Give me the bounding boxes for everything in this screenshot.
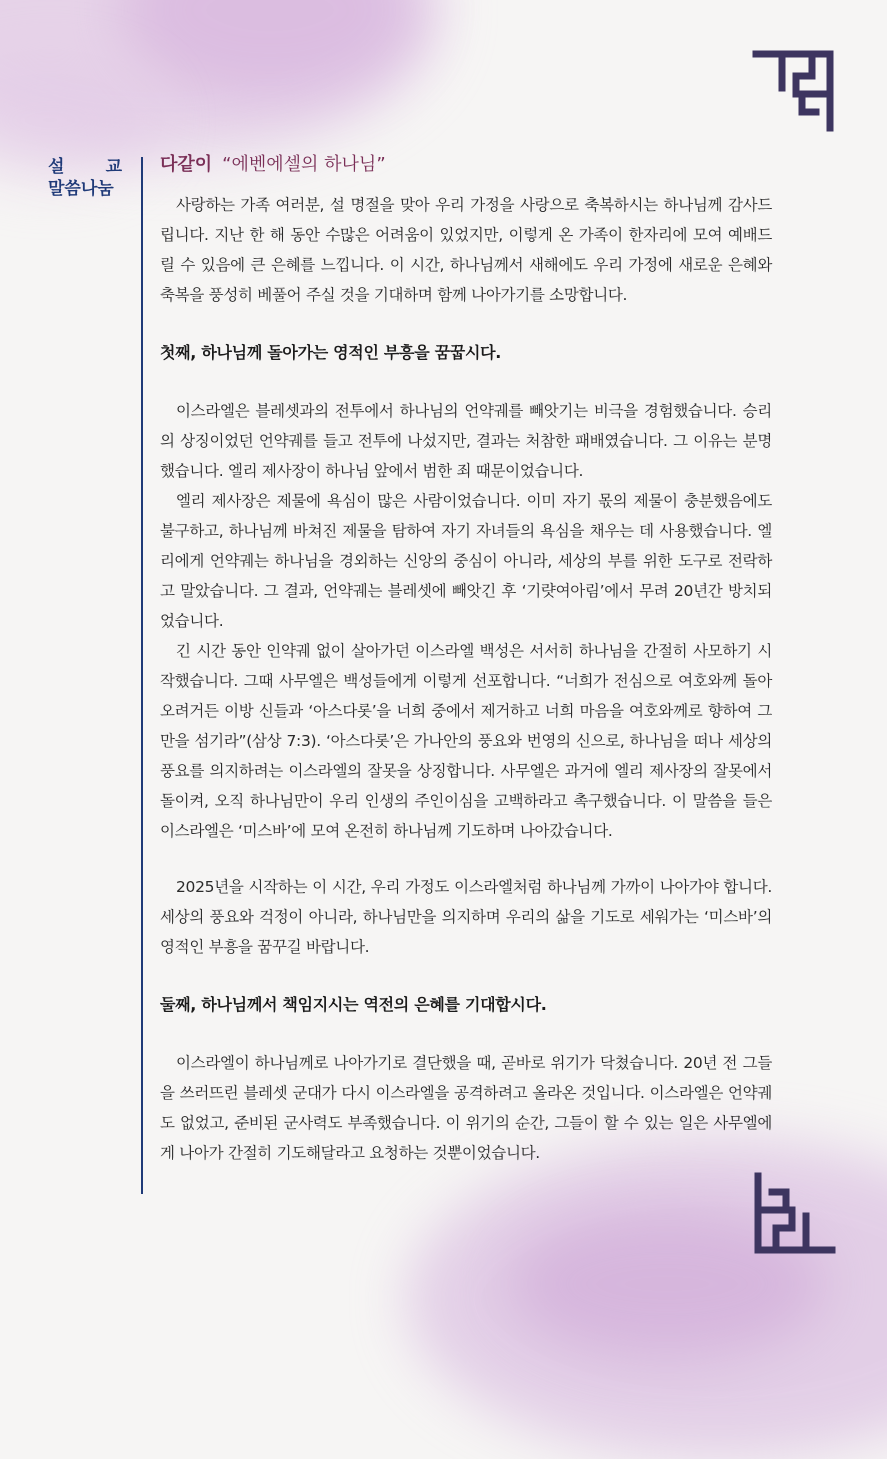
section-heading: 둘째, 하나님께서 책임지시는 역전의 은혜를 기대합시다. xyxy=(160,995,547,1014)
sermon-title xyxy=(160,152,386,178)
fret-ornament-icon xyxy=(752,48,836,134)
body-paragraph: 엘리 제사장은 제물에 욕심이 많은 사람이었습니다. 이미 자기 몫의 제물이 충분했음에도 불구하고, 하나님께 바쳐진 제물을 탐하여 자기 자녀들의 욕심을 채우는 데 사용했습니다. 엘리에게 언약궤는 하나님을 경외하는 신앙의 중심이 아니라, 세상의 부를 위한 도구로 전락하고 말았습니다. 그 결과, 언약궤는 블레셋에 빼앗긴 후 ‘기럇여아림’에서 무려 20년간 방치되었습니다. xyxy=(160,492,772,630)
section-label xyxy=(48,156,122,200)
title-main: “에벤에셀의 하나님” xyxy=(222,154,386,175)
section-heading: 첫째, 하나님께 돌아가는 영적인 부흥을 꿈꿉시다. xyxy=(160,343,502,362)
body-paragraph: 이스라엘이 하나님께로 나아가기로 결단했을 때, 곧바로 위기가 닥쳤습니다. 20년 전 그들을 쓰러뜨린 블레셋 군대가 다시 이스라엘을 공격하려고 올라온 것입니다. 이스라엘은 언약궤도 없었고, 준비된 군사력도 부족했습니다. 이 위기의 순간, 그들이 할 수 있는 일은 사무엘에게 나아가 간절히 기도해달라고 요청하는 것뿐이었습니다. xyxy=(160,1054,772,1162)
vertical-divider xyxy=(141,157,143,1194)
label-subtitle: 말씀나눔 xyxy=(48,179,114,199)
body-paragraph: 긴 시간 동안 인약궤 없이 살아가던 이스라엘 백성은 서서히 하나님을 간절히 사모하기 시작했습니다. 그때 사무엘은 백성들에게 이렇게 선포합니다. “너희가 전심으로 여호와께 돌아오려거든 이방 신들과 ‘아스다롯’을 너희 중에서 제거하고 너희 마음을 여호와께로 향하여 그만을 섬기라”(삼상 7:3). ‘아스다롯’은 가나안의 풍요와 번영의 신으로, 하나님을 떠나 세상의 풍요를 의지하려는 이스라엘의 잘못을 상징합니다. 사무엘은 과거에 엘리 제사장의 잘못에서 돌이켜, 오직 하나님만이 우리 인생의 주인이심을 고백하라고 촉구했습니다. 이 말씀을 들은 이스라엘은 ‘미스바’에 모여 온전히 하나님께 기도하며 나아갔습니다. xyxy=(160,642,772,840)
label-char: 교 xyxy=(105,157,122,177)
sermon-body xyxy=(160,190,772,1168)
body-paragraph: 이스라엘은 블레셋과의 전투에서 하나님의 언약궤를 빼앗기는 비극을 경험했습니다. 승리의 상징이었던 언약궤를 들고 전투에 나섰지만, 결과는 처참한 패배였습니다. 그 이유는 분명했습니다. 엘리 제사장이 하나님 앞에서 범한 죄 때문이었습니다. xyxy=(160,402,772,480)
label-char: 설 xyxy=(48,157,65,177)
body-paragraph: 2025년을 시작하는 이 시간, 우리 가정도 이스라엘처럼 하나님께 가까이 나아가야 합니다. 세상의 풍요와 걱정이 아니라, 하나님만을 의지하며 우리의 삶을 기도로 세워가는 ‘미스바’의 영적인 부흥을 꿈꾸길 바랍니다. xyxy=(160,878,772,956)
title-category: 다같이 xyxy=(160,154,213,175)
fret-ornament-icon xyxy=(752,1170,836,1256)
intro-paragraph: 사랑하는 가족 여러분, 설 명절을 맞아 우리 가정을 사랑으로 축복하시는 하나님께 감사드립니다. 지난 한 해 동안 수많은 어려움이 있었지만, 이렇게 온 가족이 한자리에 모여 예배드릴 수 있음에 큰 은혜를 느낍니다. 이 시간, 하나님께서 새해에도 우리 가정에 새로운 은혜와 축복을 풍성히 베풀어 주실 것을 기대하며 함께 나아가기를 소망합니다. xyxy=(160,196,772,304)
